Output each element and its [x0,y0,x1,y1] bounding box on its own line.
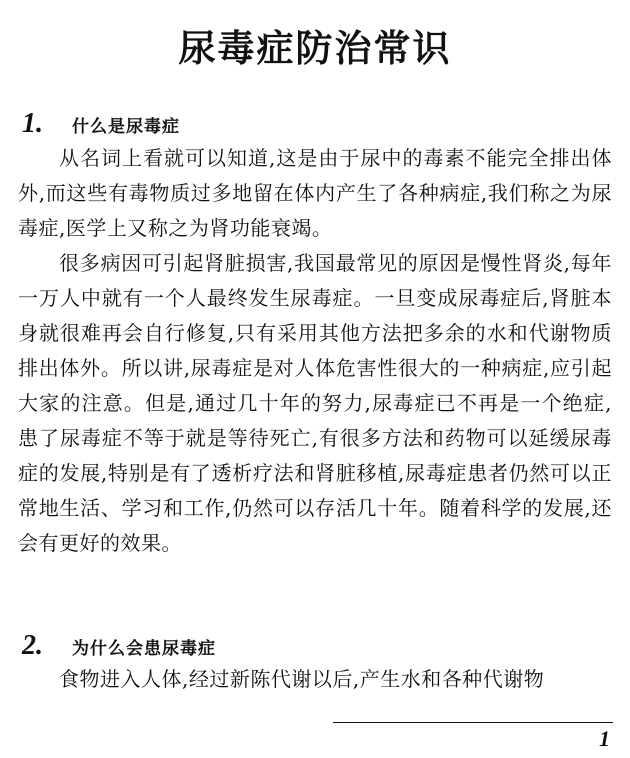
section-1-paragraph-1: 从名词上看就可以知道,这是由于尿中的毒素不能完全排出体外,而这些有毒物质过多地留在体内产生了各种病症,我们称之为尿毒症,医学上又称之为肾功能衰竭。 [18,146,612,240]
section-1-paragraph-2: 很多病因可引起肾脏损害,我国最常见的原因是慢性肾炎,每年一万人中就有一个人最终发生尿毒症。一旦变成尿毒症后,肾脏本身就很难再会自行修复,只有采用其他方法把多余的水和代谢物质排出体外。所以讲,尿毒症是对人体危害性很大的一种病症,应引起大家的注意。但是,通过几十年的努力,尿毒症已不再是一个绝症,患了尿毒症不等于就是等待死亡,有很多方法和药物可以延缓尿毒症的发展,特别是有了透析疗法和肾脏移植,尿毒症患者仍然可以正常地生活、学习和工作,仍然可以存活几十年。随着科学的发展,还会有更好的效果。 [18,251,612,555]
section-2-heading [22,630,216,662]
page-number: 1 [599,726,610,751]
section-2-paragraph-1: 食物进入人体,经过新陈代谢以后,产生水和各种代谢物 [59,667,545,691]
page-title: 尿毒症防治常识 [178,26,452,70]
section-2-title: 为什么会患尿毒症 [72,639,216,659]
section-1-number: 1. [22,108,43,139]
section-2-number: 2. [22,630,43,661]
section-1-title: 什么是尿毒症 [72,117,180,137]
section-1-heading [22,108,180,140]
footer-divider [333,722,613,723]
